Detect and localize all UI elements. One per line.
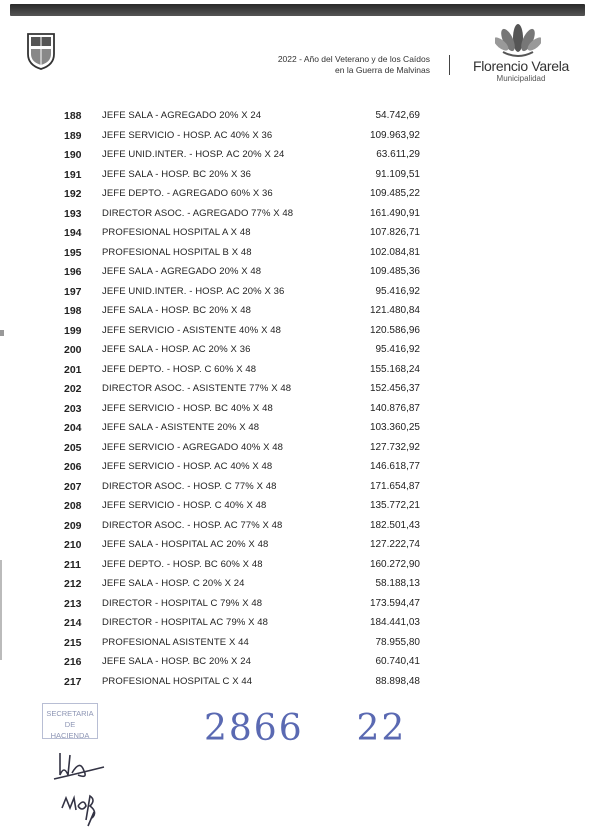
salary-amount: 173.594,47: [369, 597, 420, 609]
position-description: JEFE DEPTO. - AGREGADO 60% X 36: [102, 188, 273, 199]
position-description: JEFE SERVICIO - HOSP. AC 40% X 36: [102, 129, 273, 141]
row-number: 200: [64, 344, 82, 356]
position-description: JEFE SERVICIO - HOSP. C 40% X 48: [102, 500, 267, 511]
salary-amount: 127.732,92: [369, 441, 420, 453]
table-row: [0, 303, 592, 323]
row-number: 196: [64, 266, 82, 278]
position-description: PROFESIONAL HOSPITAL A X 48: [102, 227, 251, 238]
resolution-number: [204, 708, 406, 749]
motto-line-2: en la Guerra de Malvinas: [335, 65, 430, 75]
salary-amount: 161.490,91: [369, 207, 420, 219]
stamp-line-1: SECRETARIA: [46, 709, 94, 718]
row-number: 209: [64, 519, 82, 532]
brand-subtitle: Municipalidad: [496, 74, 546, 83]
row-number: 192: [64, 188, 82, 200]
salary-amount: 95.416,92: [375, 285, 420, 297]
table-row: [0, 245, 592, 265]
position-description: JEFE SALA - HOSPITAL AC 20% X 48: [102, 539, 269, 550]
position-description: DIRECTOR ASOC. - AGREGADO 77% X 48: [102, 207, 294, 219]
table-row: [0, 128, 592, 148]
salary-amount: 107.826,71: [369, 227, 420, 238]
table-row: [0, 284, 592, 304]
position-description: JEFE SALA - HOSP. C 20% X 24: [102, 578, 245, 589]
salary-amount: 109.963,92: [369, 129, 420, 141]
stamp-line-3: HACIENDA: [50, 731, 90, 740]
table-row: [0, 225, 592, 245]
position-description: JEFE SALA - HOSP. AC 20% X 36: [102, 344, 251, 355]
row-number: 197: [64, 285, 82, 298]
row-number: 190: [64, 149, 82, 161]
position-description: DIRECTOR - HOSPITAL AC 79% X 48: [102, 617, 269, 628]
municipal-crest-icon: [26, 32, 56, 70]
table-row: [0, 206, 592, 226]
row-number: 213: [64, 597, 82, 610]
motto-line-1: 2022 - Año del Veterano y de los Caídos: [277, 54, 430, 64]
salary-amount: 140.876,87: [369, 402, 420, 414]
row-number: 205: [64, 441, 82, 454]
table-row: [0, 362, 592, 382]
row-number: 210: [64, 539, 82, 551]
table-row: [0, 654, 592, 674]
salary-amount: 182.501,43: [369, 519, 420, 531]
salary-amount: 171.654,87: [369, 480, 420, 492]
salary-amount: 91.109,51: [375, 168, 420, 180]
table-row: [0, 615, 592, 635]
table-row: [0, 342, 592, 362]
position-description: DIRECTOR - HOSPITAL C 79% X 48: [102, 597, 263, 609]
scan-margin-mark: [0, 560, 2, 660]
position-description: JEFE SERVICIO - HOSP. BC 40% X 48: [102, 402, 273, 414]
hacienda-stamp: [42, 703, 98, 739]
row-number: 191: [64, 168, 82, 181]
header-divider: [449, 55, 450, 75]
position-description: JEFE UNID.INTER. - HOSP. AC 20% X 24: [102, 149, 285, 160]
salary-amount: 102.084,81: [369, 246, 420, 258]
position-description: JEFE SERVICIO - ASISTENTE 40% X 48: [102, 324, 282, 336]
salary-amount: 184.441,03: [369, 617, 420, 628]
table-row: [0, 498, 592, 518]
row-number: 207: [64, 480, 82, 493]
position-description: JEFE SALA - AGREGADO 20% X 24: [102, 110, 262, 121]
table-row: [0, 264, 592, 284]
handwritten-signature: [58, 790, 102, 830]
table-row: [0, 596, 592, 616]
salary-amount: 127.222,74: [369, 539, 420, 550]
row-number: 217: [64, 675, 82, 688]
salary-amount: 78.955,80: [375, 636, 420, 648]
florencio-varela-flower-logo-icon: [495, 20, 541, 58]
position-description: DIRECTOR ASOC. - HOSP. AC 77% X 48: [102, 519, 283, 531]
salary-amount: 146.618,77: [369, 461, 420, 472]
position-description: JEFE SALA - HOSP. BC 20% X 24: [102, 656, 251, 667]
position-description: PROFESIONAL HOSPITAL B X 48: [102, 246, 252, 258]
row-number: 203: [64, 402, 82, 415]
table-row: [0, 147, 592, 167]
table-row: [0, 557, 592, 577]
position-description: PROFESIONAL ASISTENTE X 44: [102, 636, 249, 648]
table-row: [0, 381, 592, 401]
position-description: DIRECTOR ASOC. - HOSP. C 77% X 48: [102, 480, 277, 492]
position-description: JEFE DEPTO. - HOSP. C 60% X 48: [102, 363, 257, 375]
stamp-line-2: DE: [64, 720, 76, 729]
position-description: JEFE SALA - ASISTENTE 20% X 48: [102, 422, 260, 433]
position-description: JEFE SERVICIO - AGREGADO 40% X 48: [102, 441, 284, 453]
row-number: 208: [64, 500, 82, 512]
resolution-number-main: 2866: [204, 708, 304, 749]
table-row: [0, 323, 592, 343]
row-number: 189: [64, 129, 82, 142]
row-number: 214: [64, 617, 82, 629]
salary-amount: 152.456,37: [369, 383, 420, 394]
table-row: [0, 440, 592, 460]
table-row: [0, 401, 592, 421]
salary-amount: 121.480,84: [369, 305, 420, 316]
row-number: 216: [64, 656, 82, 668]
row-number: 198: [64, 305, 82, 317]
table-row: [0, 576, 592, 596]
row-number: 194: [64, 227, 82, 239]
row-number: 211: [64, 558, 81, 571]
row-number: 188: [64, 110, 82, 122]
scan-top-bar: [10, 4, 585, 16]
row-number: 206: [64, 461, 82, 473]
salary-amount: 120.586,96: [369, 324, 420, 336]
salary-amount: 54.742,69: [375, 110, 420, 121]
table-row: [0, 518, 592, 538]
salary-amount: 63.611,29: [376, 149, 420, 160]
row-number: 215: [64, 636, 82, 649]
salary-amount: 95.416,92: [375, 344, 420, 355]
row-number: 199: [64, 324, 82, 337]
row-number: 212: [64, 578, 82, 590]
position-description: JEFE SALA - HOSP. BC 20% X 36: [102, 168, 251, 180]
position-description: DIRECTOR ASOC. - ASISTENTE 77% X 48: [102, 383, 292, 394]
salary-amount: 58.188,13: [375, 578, 420, 589]
table-row: [0, 537, 592, 557]
salary-amount: 155.168,24: [369, 363, 420, 375]
position-description: JEFE SALA - AGREGADO 20% X 48: [102, 266, 262, 277]
row-number: 193: [64, 207, 82, 220]
position-description: JEFE DEPTO. - HOSP. BC 60% X 48: [102, 558, 263, 570]
row-number: 201: [64, 363, 82, 376]
salary-amount: 88.898,48: [375, 675, 420, 687]
position-description: JEFE SALA - HOSP. BC 20% X 48: [102, 305, 251, 316]
row-number: 202: [64, 383, 82, 395]
table-row: [0, 420, 592, 440]
year-motto: [240, 54, 430, 76]
row-number: 204: [64, 422, 82, 434]
salary-amount: 103.360,25: [369, 422, 420, 433]
position-description: JEFE SERVICIO - HOSP. AC 40% X 48: [102, 461, 273, 472]
row-number: 195: [64, 246, 82, 259]
salary-amount: 109.485,36: [369, 266, 420, 277]
brand-name: Florencio Varela: [472, 58, 570, 74]
table-row: [0, 108, 592, 128]
resolution-year: 22: [356, 708, 407, 749]
position-description: PROFESIONAL HOSPITAL C X 44: [102, 675, 253, 687]
salary-amount: 135.772,21: [369, 500, 420, 511]
table-row: [0, 635, 592, 655]
position-description: JEFE UNID.INTER. - HOSP. AC 20% X 36: [102, 285, 285, 297]
table-row: [0, 186, 592, 206]
table-row: [0, 479, 592, 499]
table-row: [0, 674, 592, 694]
handwritten-initials-signature: [50, 745, 106, 785]
salary-table: [0, 108, 592, 693]
salary-amount: 60.740,41: [375, 656, 420, 667]
table-row: [0, 167, 592, 187]
scan-margin-mark: [0, 330, 4, 336]
salary-amount: 160.272,90: [369, 558, 420, 570]
table-row: [0, 459, 592, 479]
salary-amount: 109.485,22: [369, 188, 420, 199]
